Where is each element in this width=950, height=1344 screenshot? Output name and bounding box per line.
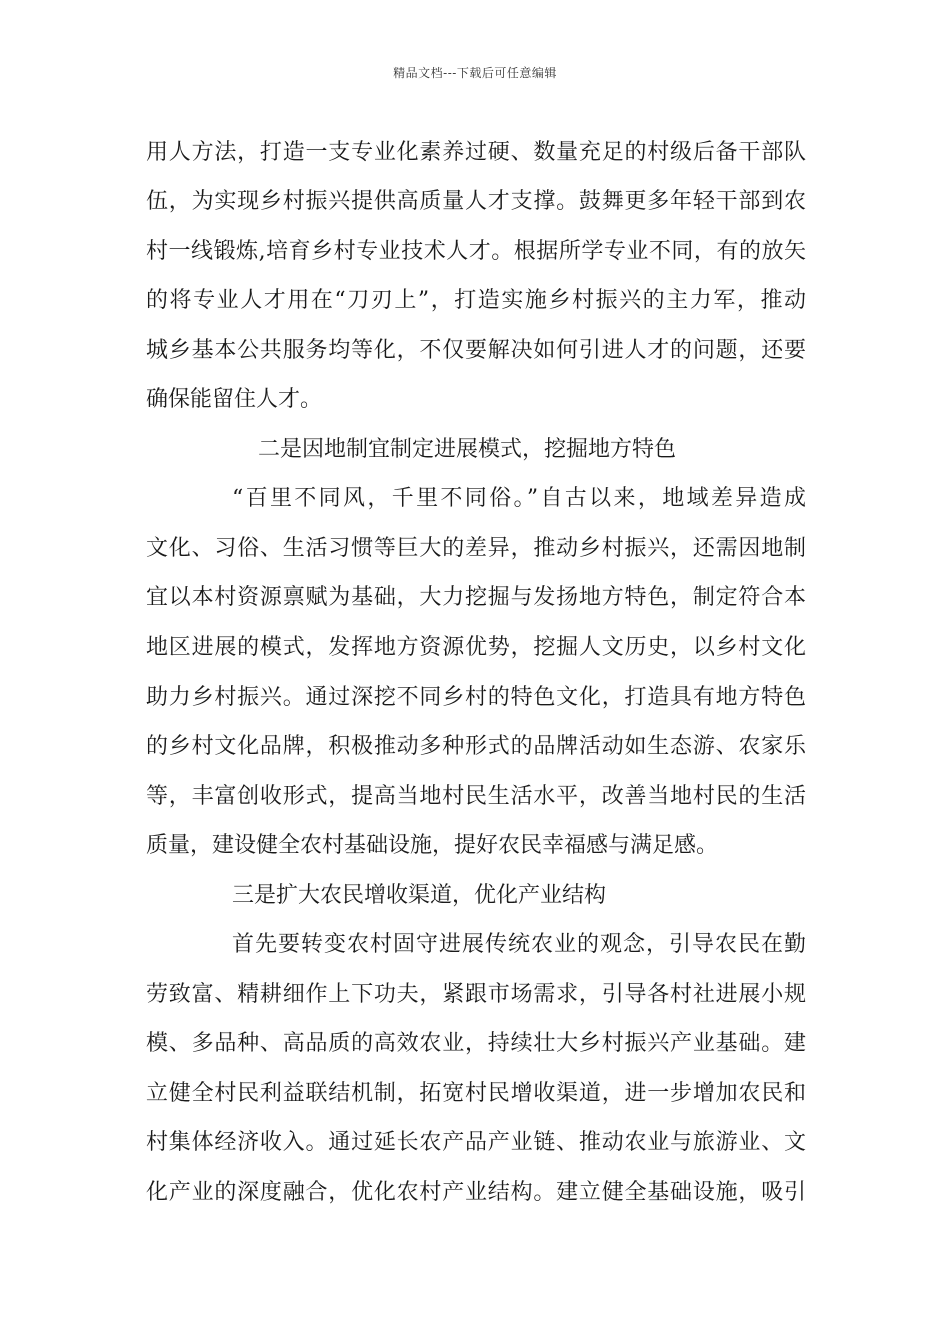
section-heading: 三是扩大农民增收渠道，优化产业结构 <box>232 883 607 908</box>
paragraph-line: 地区进展的模式，发挥地方资源优势，挖掘人文历史，以乡村文化 <box>146 635 806 660</box>
paragraph-line: 化产业的深度融合，优化农村产业结构。建立健全基础设施，吸引 <box>146 1180 806 1205</box>
paragraph-line: 用人方法，打造一支专业化素养过硬、数量充足的村级后备干部队 <box>146 140 806 165</box>
paragraph-line: 宜以本村资源禀赋为基础，大力挖掘与发扬地方特色，制定符合本 <box>146 585 806 610</box>
paragraph-line: 的将专业人才用在“刀刃上”，打造实施乡村振兴的主力军，推动 <box>146 288 806 313</box>
paragraph-line: 村一线锻炼,培育乡村专业技术人才。根据所学专业不同，有的放矢 <box>146 239 806 264</box>
paragraph-line: 劳致富、精耕细作上下功夫，紧跟市场需求，引导各村社进展小规 <box>146 982 806 1007</box>
paragraph-line: 立健全村民利益联结机制，拓宽村民增收渠道，进一步增加农民和 <box>146 1081 806 1106</box>
paragraph-line: 的乡村文化品牌，积极推动多种形式的品牌活动如生态游、农家乐 <box>146 734 806 759</box>
paragraph-line: 助力乡村振兴。通过深挖不同乡村的特色文化，打造具有地方特色 <box>146 685 806 710</box>
paragraph-line: 确保能留住人才。 <box>146 387 323 412</box>
paragraph-line: 文化、习俗、生活习惯等巨大的差异，推动乡村振兴，还需因地制 <box>146 536 806 561</box>
paragraph-line: 村集体经济收入。通过延长农产品产业链、推动农业与旅游业、文 <box>146 1130 806 1155</box>
paragraph-line: “百里不同风，千里不同俗。”自古以来，地域差异造成 <box>232 486 806 511</box>
paragraph-line: 首先要转变农村固守进展传统农业的观念，引导农民在勤 <box>232 932 806 957</box>
paragraph-line: 质量，建设健全农村基础设施，提好农民幸福感与满足感。 <box>146 833 719 858</box>
section-heading: 二是因地制宜制定进展模式，挖掘地方特色 <box>258 437 677 462</box>
paragraph-line: 等，丰富创收形式，提高当地村民生活水平，改善当地村民的生活 <box>146 784 806 809</box>
paragraph-line: 伍，为实现乡村振兴提供高质量人才支撑。鼓舞更多年轻干部到农 <box>146 189 806 214</box>
page-header: 精品文档---下载后可任意编辑 <box>393 66 557 80</box>
paragraph-line: 城乡基本公共服务均等化，不仅要解决如何引进人才的问题，还要 <box>146 338 806 363</box>
paragraph-line: 模、多品种、高品质的高效农业，持续壮大乡村振兴产业基础。建 <box>146 1031 806 1056</box>
